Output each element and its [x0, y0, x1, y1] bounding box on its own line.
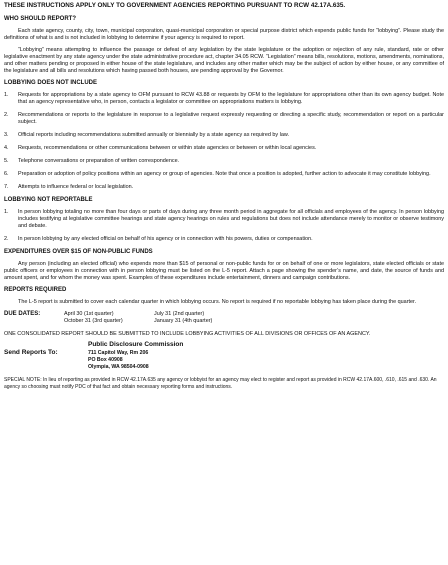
- address-line: Olympia, WA 98504-0908: [88, 363, 149, 370]
- reports-required-paragraph: The L-5 report is submitted to cover each calendar quarter in which lobbying occurs. No report is required if no reportable lobbying has taken place during the quarter.: [18, 298, 417, 305]
- address-line: 711 Capitol Way, Rm 206: [88, 349, 149, 356]
- item-text: In person lobbying totaling no more than four days or parts of days during any three month period in aggregate for all officials and employees of the agency. In person lobbying includes testifying at legislative committee hearings and state agency hearings on rules and regulations but does not include attendance merely to monitor or observe testimony and debate.: [18, 208, 444, 230]
- list-item: [4, 209, 444, 230]
- mailing-address: [88, 341, 444, 371]
- list-item: [4, 171, 444, 178]
- who-paragraph-1: Each state agency, county, city, town, municipal corporation, quasi-municipal corporation or special purpose district which expends public funds for “lobbying”. Please study the definitions of what is and is not included in lobbying to determine if your agency is required to report.: [4, 27, 444, 41]
- send-reports-label: Send Reports To:: [4, 348, 58, 356]
- page-title: THESE INSTRUCTIONS APPLY ONLY TO GOVERNMENT AGENCIES REPORTING PURSUANT TO RCW 42.17A.635.: [4, 2, 346, 9]
- list-item: [4, 158, 444, 165]
- due-date: July 31 (2nd quarter): [154, 310, 205, 317]
- due-dates: [4, 311, 444, 325]
- item-number: 1.: [4, 208, 9, 215]
- item-number: 3.: [4, 131, 9, 138]
- item-number: 2.: [4, 111, 9, 118]
- list-item: [4, 92, 444, 106]
- due-date: January 31 (4th quarter): [154, 317, 213, 324]
- item-text: Official reports including recommendations submitted annually or biennially by a state agency as required by law.: [18, 131, 290, 138]
- send-reports-block: [4, 341, 444, 371]
- item-text: Preparation or adoption of policy positions within an agency or group of agencies. Note that once a position is adopted, further action to advocate it may constitute lobbying.: [18, 171, 431, 178]
- not-include-list: [4, 92, 444, 192]
- not-include-heading: LOBBYING DOES NOT INCLUDE: [4, 80, 98, 87]
- special-note: SPECIAL NOTE: In lieu of reporting as provided in RCW 42.17A.635 any agency or lobbyist for an agency may elect to register and report as provided in RCW 42.17A.600, .610, .615 and .630. An agency so choosing must notify PDC of that fact and obtain necessary reporting forms and instructions.: [4, 376, 437, 390]
- item-number: 6.: [4, 171, 9, 178]
- list-item: [4, 184, 444, 191]
- list-item: [4, 132, 444, 139]
- due-date: October 31 (3rd quarter): [64, 317, 123, 324]
- item-number: 5.: [4, 158, 9, 165]
- expenditures-paragraph: Any person (including an elected official) who expends more than $15 of personal or non-public funds for or on behalf of one or more legislators, state elected officials or state public officers or employees in connection with in person lobbying must be listed on the L-5 report. Attach a page showing the spender’s name, and date, the source of funds and amount spent, and for whom the money was spent. Examples of these expenditures include entertainment, dinners and campaign contributions.: [4, 260, 444, 281]
- item-text: In person lobbying by any elected official on behalf of his agency or in connection with his powers, duties or compensation.: [18, 236, 313, 243]
- who-should-report-heading: WHO SHOULD REPORT?: [4, 16, 76, 22]
- item-number: 2.: [4, 236, 9, 243]
- item-text: Telephone conversations or preparation of written correspondence.: [18, 158, 180, 165]
- consolidated-report-note: ONE CONSOLIDATED REPORT SHOULD BE SUBMITTED TO INCLUDE LOBBYING ACTIVITIES OF ALL DIVISIONS OR OFFICES OF AN AGENCY.: [4, 330, 371, 337]
- item-text: Requests, recommendations or other communications between or within state agencies or between or within local agencies.: [18, 145, 317, 152]
- due-date: April 30 (1st quarter): [64, 310, 114, 317]
- item-text: Requests for appropriations by a state agency to OFM pursuant to RCW 43.88 or requests by OFM to the legislature for appropriations other than its own agency budget. Note that an agency representative who, in person, contacts a legislator or committee on appropriations matters is lobbying.: [18, 91, 444, 105]
- due-dates-label: DUE DATES:: [4, 310, 41, 317]
- list-item: [4, 145, 444, 152]
- item-text: Recommendations or reports to the legislature in response to a legislative request expressly requesting or directing a specific study, recommendation or report on a particular subject.: [18, 111, 444, 125]
- address-line: PO Box 40908: [88, 356, 123, 363]
- organization-name: Public Disclosure Commission: [88, 340, 184, 348]
- expenditures-heading: EXPENDITURES OVER $15 OF NON-PUBLIC FUNDS: [4, 249, 153, 256]
- not-reportable-list: [4, 209, 444, 243]
- who-paragraph-2: “Lobbying” means attempting to influence the passage or defeat of any legislation by the state legislature or the adoption or rejection of any rule, standard, rate or other legislative enactment by any state agency under the state administrative procedure act, chapter 34.05 RCW. “Legislation” means bills, resolutions, motions, amendments, nominations, and other matters pending or proposed in either house of the state legislature, and includes any other matter which may be the subject of action by either house, or any committee of the legislature and all bills and resolutions which having passed both houses, are pending approval by the Governor.: [4, 46, 444, 74]
- item-number: 1.: [4, 91, 9, 98]
- item-number: 4.: [4, 145, 9, 152]
- reports-required-heading: REPORTS REQUIRED: [4, 287, 67, 294]
- item-number: 7.: [4, 184, 9, 191]
- list-item: [4, 112, 444, 126]
- item-text: Attempts to influence federal or local legislation.: [18, 184, 134, 191]
- not-reportable-heading: LOBBYING NOT REPORTABLE: [4, 197, 93, 204]
- list-item: [4, 236, 444, 243]
